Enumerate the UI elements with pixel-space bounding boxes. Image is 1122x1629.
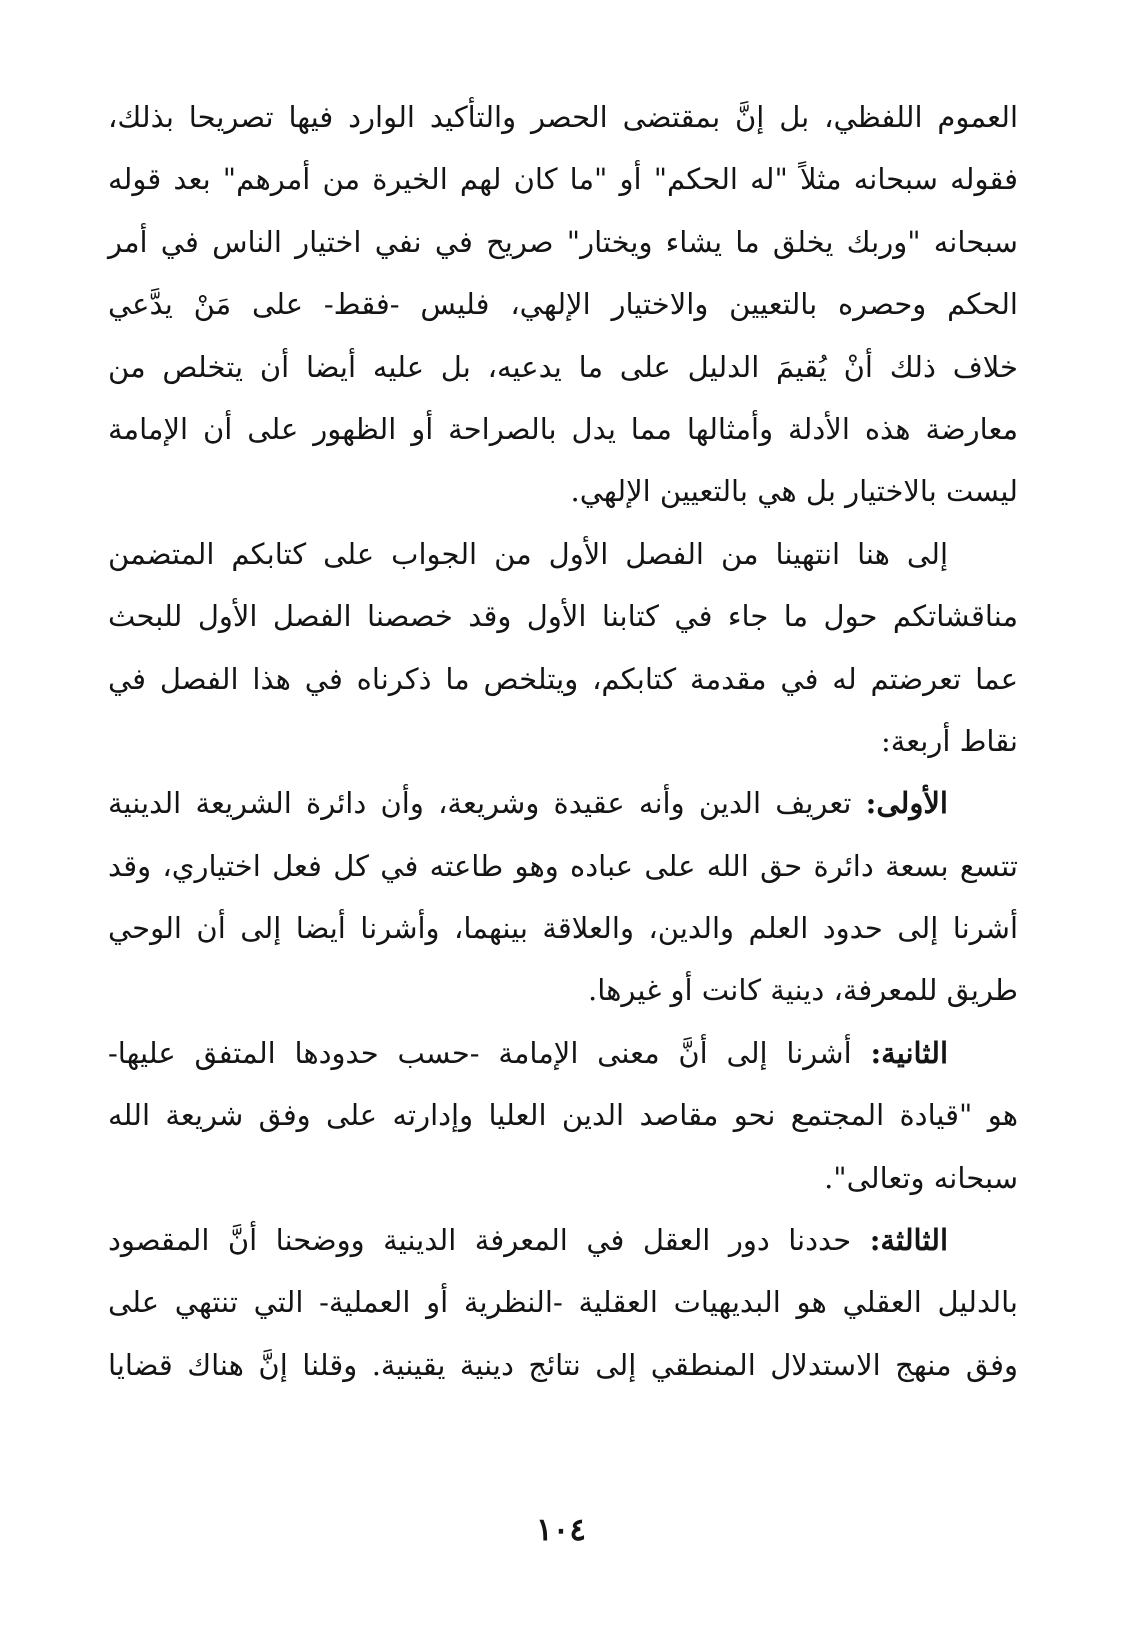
text-line: نقاط أربعة: xyxy=(880,723,1018,758)
text-line: أشرنا إلى حدود العلم والدين، والعلاقة بينهما، وأشرنا أيضا إلى أن الوحي xyxy=(108,911,1018,946)
text-line: هو "قيادة المجتمع نحو مقاصد الدين العليا وإدارته على وفق شريعة الله xyxy=(108,1098,1018,1133)
point-text: تعريف الدين وأنه عقيدة وشريعة، وأن دائرة الشريعة الدينية xyxy=(108,786,852,821)
point-label: الثانية: xyxy=(870,1035,949,1070)
point-text: حددنا دور العقل في المعرفة الدينية ووضحنا أنَّ المقصود xyxy=(108,1223,852,1258)
text-line: ليست بالاختيار بل هي بالتعيين الإلهي. xyxy=(570,474,1018,509)
text-line: العموم اللفظي، بل إنَّ بمقتضى الحصر والتأكيد الوارد فيها تصريحا بذلك، xyxy=(108,100,1018,134)
point-first-line xyxy=(108,772,1018,834)
text-line: الحكم وحصره بالتعيين والاختيار الإلهي، فليس -فقط- على مَنْ يدَّعي xyxy=(108,287,1018,322)
point-label: الأولى: xyxy=(865,786,948,821)
text-line: فقوله سبحانه مثلاً "له الحكم" أو "ما كان لهم الخيرة من أمرهم" بعد قوله xyxy=(108,162,1018,197)
page-number: ١٠٤ xyxy=(536,1512,586,1548)
point-first-line xyxy=(108,1209,1018,1271)
point-text: أشرنا إلى أنَّ معنى الإمامة -حسب حدودها المتفق عليها- xyxy=(108,1035,852,1070)
text-line: وفق منهج الاستدلال المنطقي إلى نتائج دينية يقينية. وقلنا إنَّ هناك قضايا xyxy=(108,1347,1018,1382)
text-line: عما تعرضتم له في مقدمة كتابكم، ويتلخص ما ذكرناه في هذا الفصل في xyxy=(108,661,1018,696)
text-line: تتسع بسعة دائرة حق الله على عباده وهو طاعته في كل فعل اختياري، وقد xyxy=(108,848,1018,883)
text-line: طريق للمعرفة، دينية كانت أو غيرها. xyxy=(588,973,1018,1008)
text-line: سبحانه وتعالى". xyxy=(824,1160,1018,1195)
text-line: إلى هنا انتهينا من الفصل الأول من الجواب على كتابكم المتضمن xyxy=(108,536,948,571)
text-line: معارضة هذه الأدلة وأمثالها مما يدل بالصراحة أو الظهور على أن الإمامة xyxy=(108,411,1018,446)
text-line: مناقشاتكم حول ما جاء في كتابنا الأول وقد خصصنا الفصل الأول للبحث xyxy=(108,599,1018,634)
body-text xyxy=(108,86,1018,1396)
text-line: خلاف ذلك أنْ يُقيمَ الدليل على ما يدعيه، بل عليه أيضا أن يتخلص من xyxy=(108,349,1018,384)
point-label: الثالثة: xyxy=(869,1223,949,1258)
text-line: بالدليل العقلي هو البديهيات العقلية -النظرية أو العملية- التي تنتهي على xyxy=(108,1285,1018,1320)
point-first-line xyxy=(108,1022,1018,1084)
text-line: سبحانه "وربك يخلق ما يشاء ويختار" صريح في نفي اختيار الناس في أمر xyxy=(108,224,1018,259)
